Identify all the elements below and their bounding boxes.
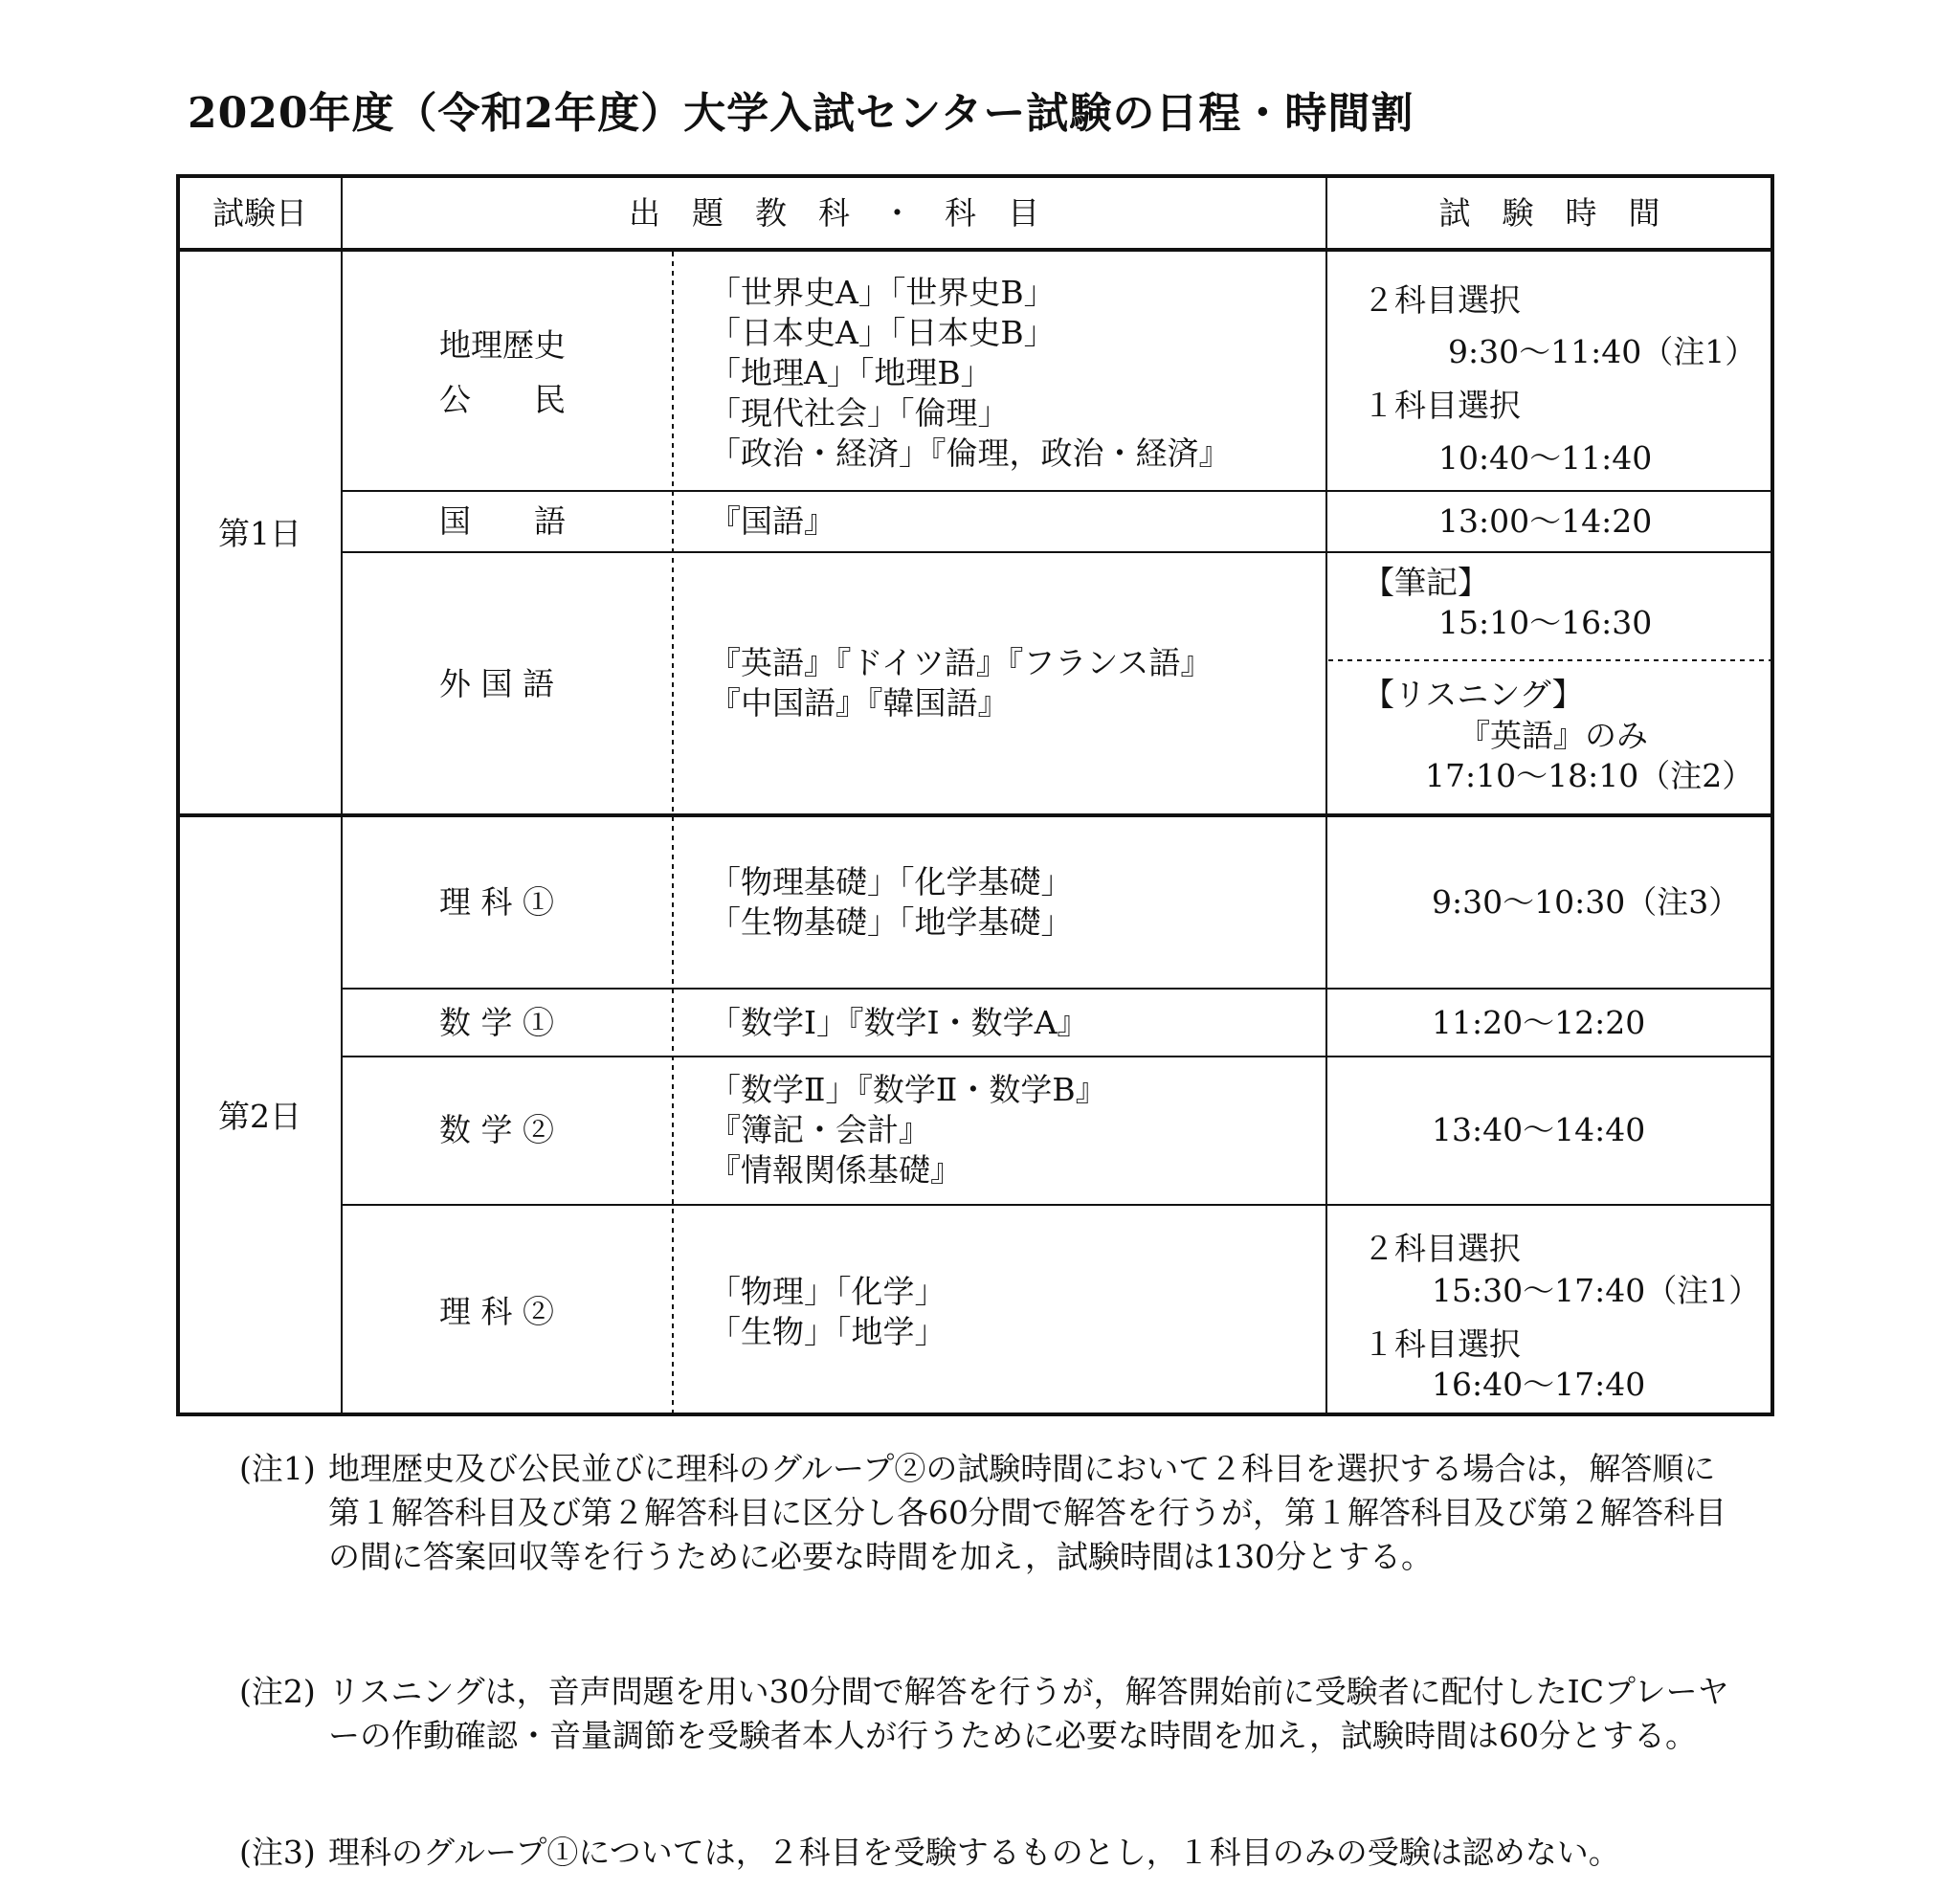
header-exam-day: 試験日 xyxy=(212,194,307,232)
note-1 xyxy=(239,1447,1742,1638)
subject-line: 「生物基礎」「地学基礎」 xyxy=(709,903,1073,941)
subject-line: 「物理基礎」「化学基礎」 xyxy=(709,863,1073,901)
subject-line: 「現代社会」「倫理」 xyxy=(709,394,1010,432)
time-line: ２科目選択 xyxy=(1363,281,1521,319)
time-line: 15:30〜17:40（注1） xyxy=(1432,1272,1761,1309)
time-line: 10:40〜11:40 xyxy=(1438,439,1653,477)
header-exam-time: 試 験 時 間 xyxy=(1438,194,1660,232)
time-line: 【リスニング】 xyxy=(1363,676,1584,713)
subject-line: 「政治・経済」『倫理，政治・経済』 xyxy=(709,434,1231,472)
time-line: １科目選択 xyxy=(1363,387,1521,424)
subject-line: 『中国語』『韓国語』 xyxy=(709,684,1010,722)
time-line: １科目選択 xyxy=(1363,1325,1521,1363)
time-line: 9:30〜11:40（注1） xyxy=(1448,333,1757,370)
time-line: 15:10〜16:30 xyxy=(1438,604,1653,641)
note-text: 理科のグループ①については，２科目を受験するものとし，１科目のみの受験は認めない。 xyxy=(328,1834,1620,1871)
subject-line: 『簿記・会計』 xyxy=(709,1111,930,1148)
subject-line: 「物理」「化学」 xyxy=(709,1273,947,1310)
group-label: 理 科 ② xyxy=(439,1293,554,1330)
time-line: 13:40〜14:40 xyxy=(1432,1111,1646,1148)
note-text: 地理歴史及び公民並びに理科のグループ②の試験時間において２科目を選択する場合は，解答順に第１解答科目及び第２解答科目に区分し各60分間で解答を行うが，第１解答科目及び第２解答科目の間に答案回収等を行うために必要な時間を加え，試験時間は130分とする。 xyxy=(328,1450,1726,1575)
header-subjects: 出 題 教 科 ・ 科 目 xyxy=(629,194,1039,232)
subject-line: 「数学Ⅱ」『数学Ⅱ・数学B』 xyxy=(709,1071,1107,1108)
subject-line: 「日本史A」「日本史B」 xyxy=(709,314,1056,351)
note-label: (注3) xyxy=(239,1834,316,1871)
time-line: 【筆記】 xyxy=(1363,564,1489,601)
group-label: 外 国 語 xyxy=(439,665,554,702)
subject-line: 「世界史A」「世界史B」 xyxy=(709,274,1056,311)
note-2 xyxy=(239,1670,1742,1813)
time-line: ２科目選択 xyxy=(1363,1230,1521,1267)
group-label: 数 学 ① xyxy=(439,1004,554,1041)
group-label: 理 科 ① xyxy=(439,883,554,921)
group-label: 数 学 ② xyxy=(439,1111,554,1148)
group-label: 公 民 xyxy=(439,381,566,418)
page-title: 2020年度（令和2年度）大学入試センター試験の日程・時間割 xyxy=(188,89,1414,138)
day-label-1: 第1日 xyxy=(218,515,301,552)
time-line: 『英語』のみ xyxy=(1459,717,1648,754)
subject-line: 「地理A」「地理B」 xyxy=(709,354,992,391)
time-line: 13:00〜14:20 xyxy=(1438,502,1653,540)
subject-line: 『英語』『ドイツ語』『フランス語』 xyxy=(709,644,1213,681)
group-label: 国 語 xyxy=(439,502,566,540)
time-line: 11:20〜12:20 xyxy=(1432,1004,1646,1041)
time-line: 17:10〜18:10（注2） xyxy=(1425,757,1754,794)
subject-line: 「数学Ⅰ」『数学Ⅰ・数学A』 xyxy=(709,1004,1089,1041)
note-3 xyxy=(239,1831,1742,1879)
subject-line: 「生物」「地学」 xyxy=(709,1313,947,1350)
time-line: 9:30〜10:30（注3） xyxy=(1432,883,1741,921)
subject-line: 『国語』 xyxy=(709,502,835,540)
group-label: 地理歴史 xyxy=(439,326,566,364)
subject-line: 『情報関係基礎』 xyxy=(709,1151,962,1189)
note-text: リスニングは，音声問題を用い30分間で解答を行うが，解答開始前に受験者に配付したICプレーヤーの作動確認・音量調節を受験者本人が行うために必要な時間を加え，試験時間は60分とする。 xyxy=(328,1673,1729,1754)
time-line: 16:40〜17:40 xyxy=(1432,1366,1646,1403)
day-label-2: 第2日 xyxy=(218,1098,301,1135)
note-label: (注1) xyxy=(239,1450,316,1487)
note-label: (注2) xyxy=(239,1673,316,1710)
